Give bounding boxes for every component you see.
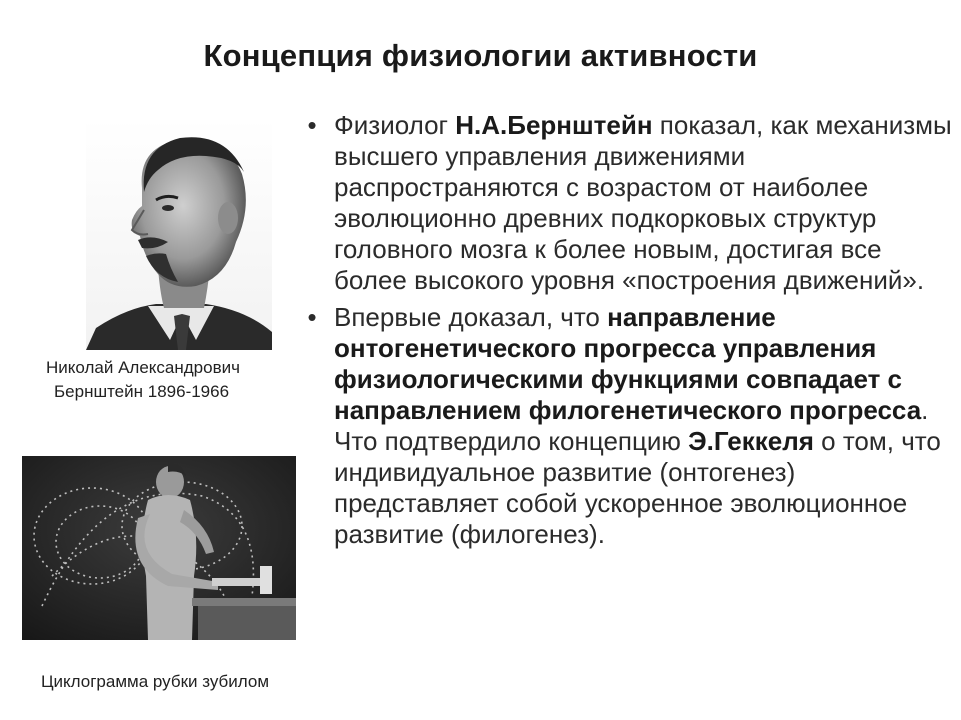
slide-title: Концепция физиологии активности: [203, 38, 758, 73]
bullet-marker: •: [307, 110, 317, 140]
portrait-photo: [86, 118, 272, 350]
text-segment: Физиолог: [334, 110, 456, 140]
text-segment: . Что подтвердило концепцию: [334, 395, 929, 456]
bullet-item: [300, 302, 960, 550]
cyclogram-image: [22, 456, 296, 640]
cyclogram-photo: [22, 456, 296, 640]
bullet-list: [300, 110, 960, 556]
bold-segment: направление онтогенетического прогресса управления физиологическими функциями совпадает с направлением филогенетического прогресса: [334, 302, 922, 425]
bold-segment: Н.А.Бернштейн: [455, 110, 653, 140]
portrait-caption-years: Бернштейн 1896-1966: [54, 382, 230, 401]
bold-segment: Э.Геккеля: [688, 426, 814, 456]
portrait-caption: [40, 356, 300, 404]
text-segment: показал, как механизмы высшего управления движениями распространяются с возрастом от наиболее эволюционно древних подкорковых структур головного мозга к более новым, достигая все более высокого уровня «построения движений».: [334, 110, 952, 295]
portrait-image: [86, 118, 272, 350]
bullet-marker: •: [307, 302, 317, 332]
text-segment: о том, что индивидуальное развитие (онтогенез) представляет собой ускоренное эволюционное развитие (филогенез).: [334, 426, 941, 549]
bullet-text-1: [334, 110, 952, 295]
bullet-item: [300, 110, 960, 296]
text-segment: Впервые доказал, что: [334, 302, 608, 332]
bullet-text-2: [334, 302, 941, 549]
portrait-caption-name: Николай Александрович: [46, 358, 240, 377]
cyclogram-caption: Циклограмма рубки зубилом: [40, 672, 270, 691]
